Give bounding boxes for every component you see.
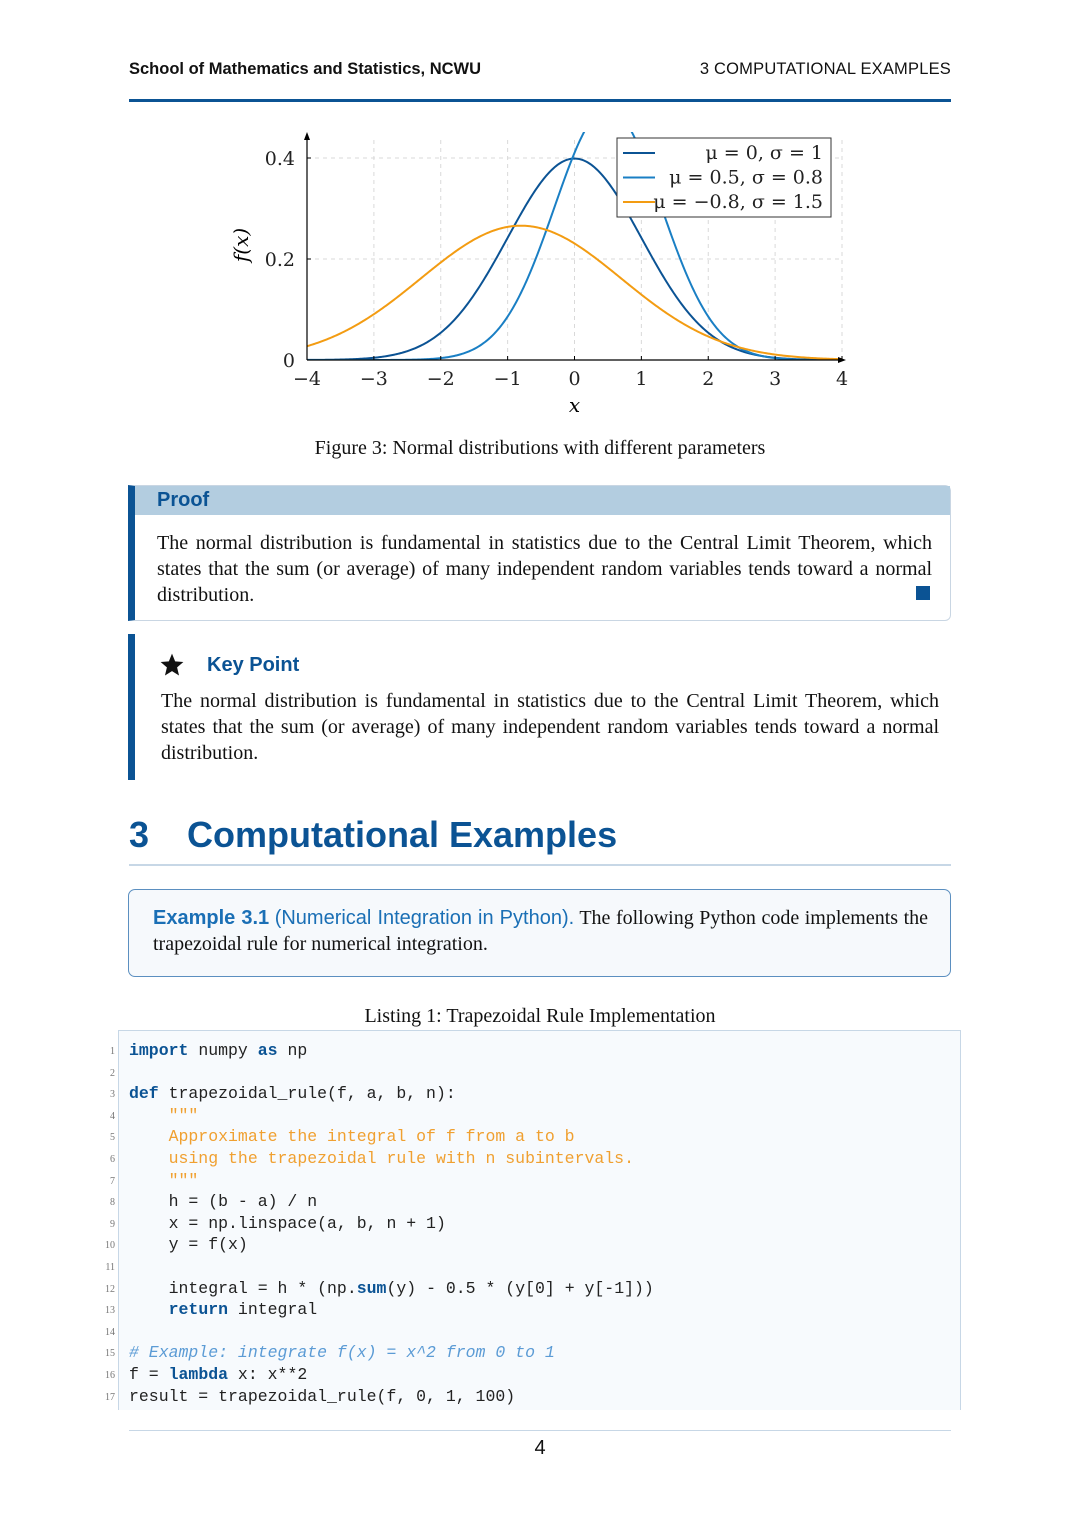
code-line: [110, 1105, 960, 1127]
code-line: [110, 1126, 960, 1148]
code-text: """: [129, 1105, 199, 1125]
code-line: [105, 1256, 960, 1278]
line-number: 13: [105, 1305, 115, 1317]
line-number: 12: [105, 1283, 115, 1295]
x-tick-label: 1: [635, 368, 648, 390]
key-point-title: Key Point: [207, 654, 300, 676]
qed-square-icon: [916, 586, 930, 600]
code-text: integral = h * (np.sum(y) - 0.5 * (y[0] + y[-1])): [129, 1278, 654, 1298]
example-box: [128, 889, 951, 977]
example-label: Example 3.1: [153, 907, 270, 929]
proof-header: [135, 486, 950, 515]
code-text: using the trapezoidal rule with n subintervals.: [129, 1149, 634, 1168]
x-tick-label: 0: [568, 368, 581, 390]
code-line: [105, 1278, 960, 1300]
code-text: """: [129, 1170, 199, 1190]
code-line: [105, 1342, 960, 1364]
y-tick-label: 0: [282, 350, 295, 372]
legend-label: μ = 0, σ = 1: [705, 142, 823, 164]
legend-label: μ = −0.8, σ = 1.5: [653, 191, 823, 213]
page-number: 4: [534, 1437, 546, 1459]
star-icon: [159, 652, 185, 678]
figure-caption: Figure 3: Normal distributions with different parameters: [314, 437, 766, 459]
header-section: 3 COMPUTATIONAL EXAMPLES: [699, 60, 951, 78]
header-rule: [129, 99, 951, 102]
line-number: 7: [110, 1175, 115, 1187]
code-text: x = np.linspace(a, b, n + 1): [129, 1213, 446, 1233]
line-number: 11: [105, 1262, 115, 1273]
listing-caption: Listing 1: Trapezoidal Rule Implementation: [364, 1005, 716, 1027]
code-text: def trapezoidal_rule(f, a, b, n):: [129, 1084, 456, 1104]
code-text: result = trapezoidal_rule(f, 0, 1, 100): [129, 1386, 516, 1406]
x-tick-label: −2: [426, 368, 455, 390]
line-number: 1: [110, 1046, 115, 1057]
chart-legend: [617, 138, 831, 217]
code-line: [105, 1299, 960, 1321]
example-body: The following Python code implements the trapezoidal rule for numerical integration.: [153, 907, 929, 955]
line-number: 3: [110, 1089, 115, 1101]
legend-label: μ = 0.5, σ = 0.8: [669, 166, 823, 189]
code-line: [110, 1083, 960, 1105]
line-number: 4: [110, 1110, 115, 1122]
code-line: [110, 1191, 960, 1213]
x-tick-label: −1: [493, 368, 522, 390]
section-number: 3: [129, 814, 150, 855]
y-tick-label: 0.4: [264, 148, 295, 170]
code-text: Approximate the integral of f from a to b: [129, 1127, 575, 1147]
line-number: 2: [110, 1067, 115, 1079]
line-number: 9: [110, 1218, 115, 1230]
line-number: 10: [105, 1240, 115, 1252]
code-text: f = lambda x: x**2: [129, 1365, 308, 1384]
line-number: 15: [105, 1348, 115, 1360]
proof-body: The normal distribution is fundamental in statistics due to the Central Limit Theorem, which states that the sum (or average) of many independent random variables tends toward a normal distribution.: [157, 532, 932, 606]
code-text: y = f(x): [129, 1235, 248, 1255]
x-tick-label: −3: [359, 368, 388, 390]
proof-title: Proof: [157, 489, 210, 511]
running-header: [129, 60, 951, 84]
code-line: [110, 1170, 960, 1192]
x-axis-label: x: [568, 393, 581, 417]
normal-distribution-chart: [200, 120, 880, 430]
x-tick-label: 4: [835, 368, 849, 390]
code-line: [105, 1234, 960, 1256]
code-line: [110, 1148, 960, 1170]
y-tick-label: 0.2: [264, 249, 295, 271]
x-tick-label: 2: [702, 368, 715, 390]
proof-box: [128, 485, 951, 621]
line-number: 17: [105, 1391, 115, 1403]
line-number: 14: [105, 1326, 115, 1338]
code-line: [105, 1321, 960, 1343]
header-institution: School of Mathematics and Statistics, NCWU: [129, 60, 482, 78]
footer-rule: [129, 1430, 951, 1431]
code-listing: [105, 1030, 961, 1410]
example-text: [153, 905, 928, 957]
y-axis-label: f(x): [229, 227, 253, 263]
key-point-body: The normal distribution is fundamental in statistics due to the Central Limit Theorem, which states that the sum (or average) of many independent random variables tends toward a normal distribution.: [161, 690, 939, 764]
code-text: return integral: [168, 1300, 318, 1320]
example-subtitle: (Numerical Integration in Python).: [274, 907, 575, 929]
code-line: [110, 1062, 960, 1084]
section-heading: [129, 814, 617, 856]
code-line: [110, 1213, 960, 1235]
code-line: [105, 1386, 960, 1408]
code-line: [105, 1364, 960, 1386]
x-tick-label: −4: [292, 368, 322, 390]
line-number: 16: [105, 1370, 115, 1381]
code-text: import numpy as np: [129, 1041, 308, 1060]
line-number: 5: [110, 1132, 115, 1144]
code-text: h = (b - a) / n: [129, 1192, 318, 1212]
line-number: 8: [110, 1197, 115, 1209]
x-tick-label: 3: [769, 368, 782, 390]
section-rule: [129, 864, 951, 866]
code-text: # Example: integrate f(x) = x^2 from 0 to 1: [129, 1343, 555, 1363]
key-point-box: [128, 634, 951, 780]
y-axis-arrow: [304, 132, 310, 140]
line-number: 6: [110, 1154, 115, 1165]
section-title: Computational Examples: [187, 814, 618, 855]
code-line: [110, 1040, 960, 1062]
